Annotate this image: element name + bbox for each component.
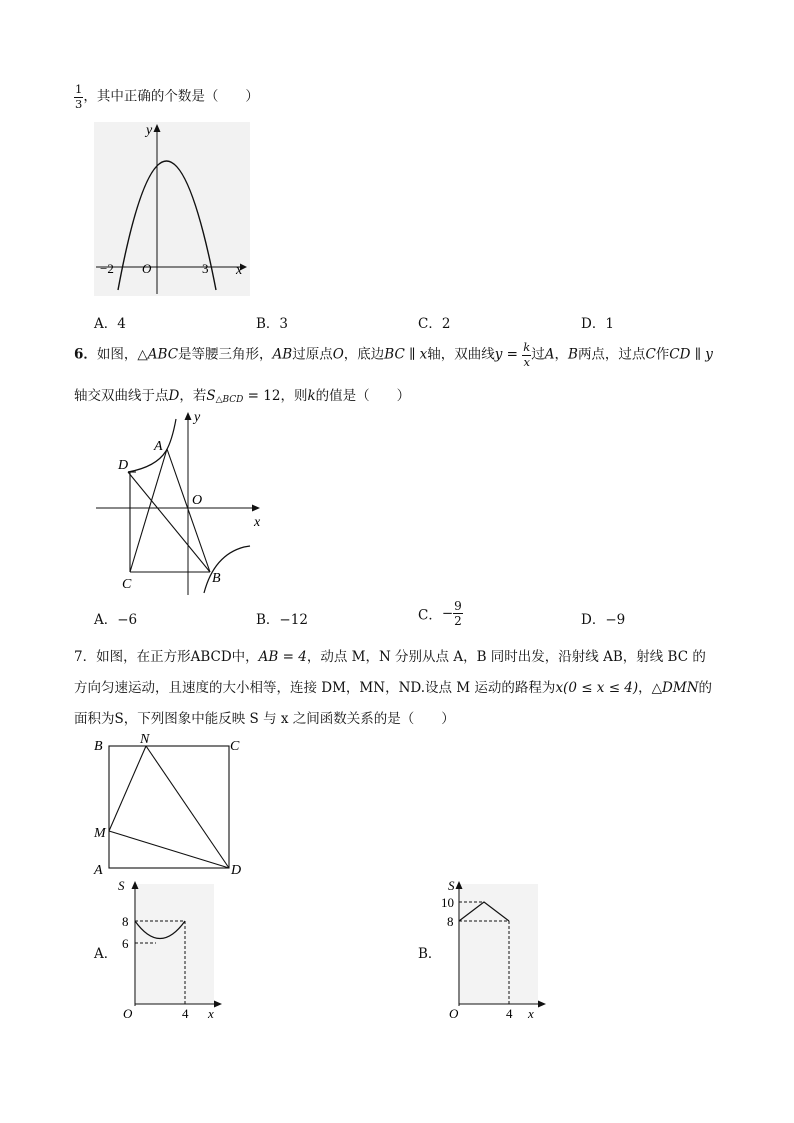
q5-stem: $\frac{1}{3}$ ，其中正确的个数是（ ） bbox=[75, 82, 259, 111]
q7-point-c: C bbox=[230, 739, 240, 754]
q7a-origin: O bbox=[123, 1006, 133, 1021]
q6-option-c-fraction: $\frac{9}{2}$ bbox=[454, 599, 462, 628]
q7b-x-label: x bbox=[528, 1006, 534, 1021]
q7-option-a-graph[interactable] bbox=[112, 876, 228, 1020]
q7a-y8: 8 bbox=[122, 914, 129, 929]
q7-square-figure bbox=[92, 734, 252, 882]
q7-option-b-graph[interactable] bbox=[436, 876, 552, 1020]
q7-point-n: N bbox=[140, 732, 150, 747]
q6-point-d: D bbox=[118, 458, 129, 473]
q6-k-over-x: $\frac{k}{x}$ bbox=[523, 340, 531, 369]
q6-point-c: C bbox=[122, 577, 132, 592]
q6-option-d[interactable]: D．−9 bbox=[581, 612, 626, 628]
q7-stem-line3: 面积为S，下列图象中能反映 S 与 x 之间函数关系的是（ ） bbox=[74, 711, 455, 727]
q7a-s-label: S bbox=[118, 878, 125, 893]
q5-fraction: $\frac{1}{3}$ bbox=[75, 82, 83, 111]
q7-point-d: D bbox=[231, 863, 242, 878]
q7-point-m: M bbox=[94, 826, 106, 841]
q7-option-b-label[interactable]: B． bbox=[418, 946, 442, 962]
q6-stem-line1: 6．如图，△ABC是等腰三角形，AB过原点O，底边BC ∥ x轴，双曲线y = $\frac{k}{x}$ 过A，B两点，过点C作CD ∥ y bbox=[74, 340, 713, 369]
q7b-origin: O bbox=[449, 1006, 459, 1021]
q5-origin-label: O bbox=[142, 261, 152, 276]
q6-origin-label: O bbox=[192, 493, 203, 508]
q5-right-root: 3 bbox=[202, 261, 209, 276]
q6-option-c[interactable]: C．− $\frac{9}{2}$ bbox=[418, 599, 462, 628]
q7b-y10: 10 bbox=[441, 895, 454, 910]
q7-point-b: B bbox=[94, 739, 103, 754]
q5-x-label: x bbox=[236, 263, 243, 278]
q7b-y8: 8 bbox=[447, 914, 454, 929]
q6-point-a: A bbox=[154, 439, 163, 454]
q7b-x4: 4 bbox=[506, 1006, 513, 1021]
q6-hyperbola-figure bbox=[94, 405, 269, 597]
q5-y-label: y bbox=[146, 123, 153, 138]
q5-option-a[interactable]: A．4 bbox=[94, 316, 126, 332]
q6-stem-line2: 轴交双曲线于点D，若$S_{\triangle BCD} = 12$，则k的值是（ ） bbox=[74, 388, 411, 405]
q5-option-c[interactable]: C．2 bbox=[418, 316, 451, 332]
q6-option-a[interactable]: A．−6 bbox=[94, 612, 138, 628]
q7a-y6: 6 bbox=[122, 936, 129, 951]
q6-option-b[interactable]: B．−12 bbox=[256, 612, 308, 628]
q6-x-label: x bbox=[254, 515, 261, 530]
q7b-s-label: S bbox=[448, 878, 455, 893]
q7-stem-line1: 7．如图，在正方形ABCD中，AB = 4，动点 M，N 分别从点 A，B 同时出发，沿射线 AB，射线 BC 的 bbox=[74, 649, 706, 665]
q7-stem-line2: 方向匀速运动，且速度的大小相等，连接 DM，MN，ND.设点 M 运动的路程为x(0 ≤ x ≤ 4)，△DMN的 bbox=[74, 680, 713, 696]
q5-option-d[interactable]: D．1 bbox=[581, 316, 614, 332]
q7a-x4: 4 bbox=[182, 1006, 189, 1021]
q6-point-b: B bbox=[212, 571, 221, 586]
q7-option-a-label[interactable]: A． bbox=[94, 946, 118, 962]
q7a-x-label: x bbox=[208, 1006, 214, 1021]
q5-option-b[interactable]: B．3 bbox=[256, 316, 289, 332]
q5-left-root: −2 bbox=[100, 261, 114, 276]
q7-point-a: A bbox=[94, 863, 103, 878]
q5-parabola-graph bbox=[94, 122, 254, 300]
q6-y-label: y bbox=[194, 410, 201, 425]
